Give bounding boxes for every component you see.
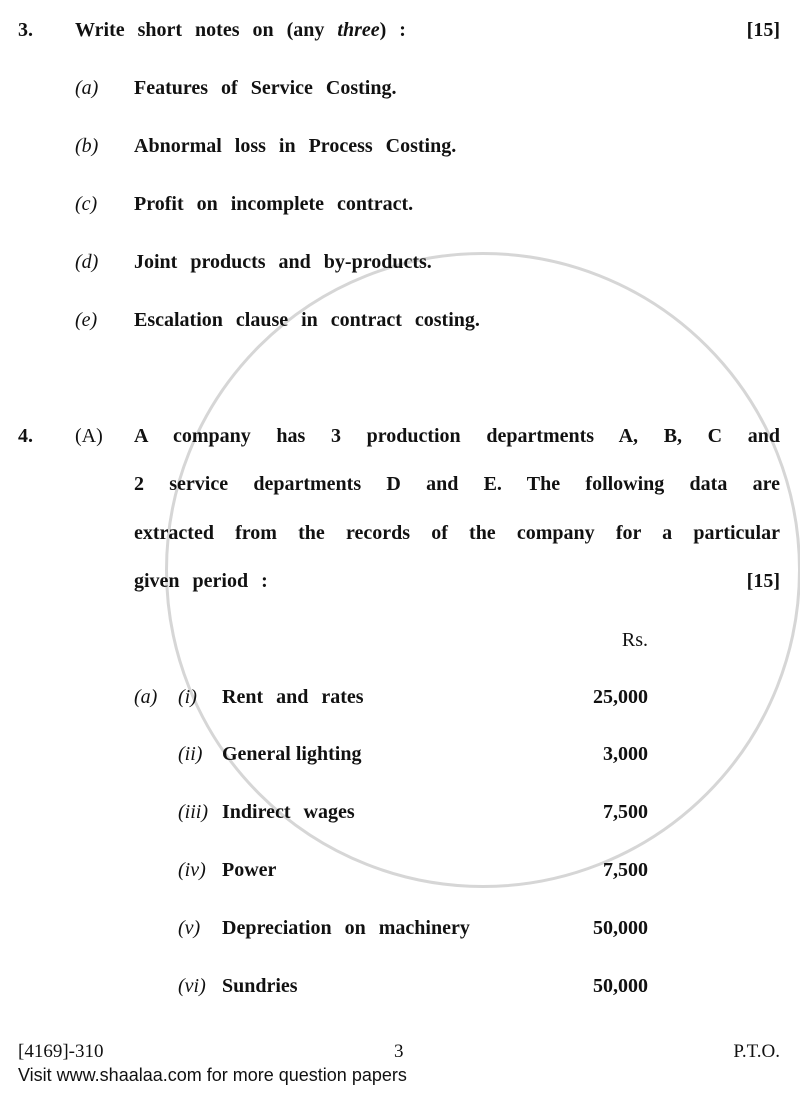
q3-item-text: Abnormal loss in Process Costing. bbox=[134, 135, 457, 157]
row-label: (ii) bbox=[178, 743, 203, 765]
row-label: (v) bbox=[178, 917, 201, 939]
row-label: (iii) bbox=[178, 801, 208, 823]
q3-item-label: (e) bbox=[75, 309, 98, 331]
row-label: (i) bbox=[178, 686, 197, 708]
footer-note: Visit www.shaalaa.com for more question papers bbox=[18, 1065, 407, 1085]
q3-item-label: (d) bbox=[75, 251, 99, 273]
row-amount: 7,500 bbox=[603, 801, 648, 823]
row-label: (vi) bbox=[178, 975, 206, 997]
row-amount: 25,000 bbox=[593, 686, 648, 708]
q4-marks: [15] bbox=[746, 570, 780, 592]
q4-number: 4. bbox=[18, 425, 33, 447]
footer-code: [4169]-310 bbox=[18, 1041, 104, 1062]
currency-header: Rs. bbox=[621, 629, 648, 651]
row-text: Depreciation on machinery bbox=[222, 917, 470, 939]
row-text: Sundries bbox=[222, 975, 298, 997]
row-amount: 7,500 bbox=[603, 859, 648, 881]
q3-emph: three bbox=[337, 19, 380, 41]
q4-line: given period : bbox=[134, 570, 268, 592]
row-amount: 50,000 bbox=[593, 917, 648, 939]
q3-tail: ) : bbox=[379, 19, 406, 41]
row-text: Rent and rates bbox=[222, 686, 364, 708]
q3-item-text: Escalation clause in contract costing. bbox=[134, 309, 480, 331]
q3-number: 3. bbox=[18, 19, 33, 41]
row-amount: 3,000 bbox=[603, 743, 648, 765]
q3-item-text: Profit on incomplete contract. bbox=[134, 193, 414, 215]
q3-marks: [15] bbox=[746, 19, 780, 41]
q3-question bbox=[75, 18, 406, 42]
q4-part: (A) bbox=[75, 425, 103, 447]
q4-line: 2 service departments D and E. The following data are bbox=[134, 473, 780, 495]
q4-line: extracted from the records of the company for a particular bbox=[134, 522, 780, 544]
q3-item-text: Joint products and by-products. bbox=[134, 251, 432, 273]
row-text: General lighting bbox=[222, 743, 362, 765]
row-text: Power bbox=[222, 859, 277, 881]
row-amount: 50,000 bbox=[593, 975, 648, 997]
footer-pto: P.T.O. bbox=[733, 1041, 780, 1062]
q3-item-label: (c) bbox=[75, 193, 98, 215]
row-text: Indirect wages bbox=[222, 801, 355, 823]
q3-item-label: (b) bbox=[75, 135, 99, 157]
q4-line: A company has 3 production departments A, B, C and bbox=[134, 425, 780, 447]
row-label: (iv) bbox=[178, 859, 206, 881]
q3-item-text: Features of Service Costing. bbox=[134, 77, 397, 99]
q3-item-label: (a) bbox=[75, 77, 99, 99]
q3-text: Write short notes on (any bbox=[75, 19, 325, 41]
group-label: (a) bbox=[134, 686, 158, 708]
footer-page: 3 bbox=[394, 1041, 404, 1062]
